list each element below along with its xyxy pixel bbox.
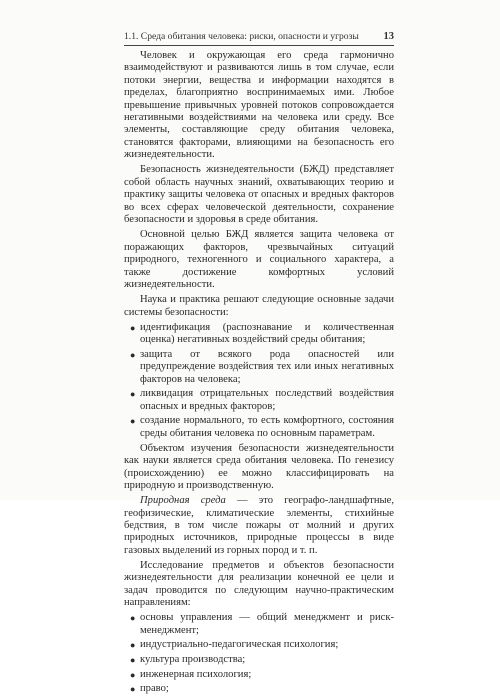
- bullet-icon: ●: [130, 669, 136, 680]
- bullet-icon: ●: [130, 416, 136, 427]
- list-item: [124, 683, 394, 695]
- page-number: 13: [383, 31, 394, 42]
- paragraph: Безопасность жизнедеятельности (БЖД) представляет собой область научных знаний, охватывающих теорию и практику защиты человека от опасных и вредных факторов во всех сферах человеческой деятельности, сохранение безопасности и здоровья в среде обитания.: [124, 164, 394, 226]
- paragraph: Основной целью БЖД является защита человека от поражающих факторов, чрезвычайных ситуаций природного, техногенного и социального характера, а также достижение комфортных условий жизнедеятельности.: [124, 229, 394, 290]
- list-item-text: право;: [140, 683, 169, 695]
- header-rule: [124, 45, 394, 46]
- bullet-icon: ●: [130, 349, 136, 360]
- paragraph: Исследование предметов и объектов безопасности жизнедеятельности для реализации конечной ее цели и задач проводится по следующим научно-практическим направлениям:: [124, 559, 394, 609]
- body-text: [124, 50, 394, 698]
- paragraph-rest: — это географо-ландшафтные, геофизические, климатические элементы, стихийные бедствия, в том числе пожары от молний и других природных источников, природные процессы в виде газовых выделений из горных пород и т. п.: [124, 495, 394, 556]
- paragraph: Объектом изучения безопасности жизнедеятельности как науки является среда обитания человека. По генезису (происхождению) ее можно классифицировать на природную и производственную.: [124, 442, 394, 491]
- list-item: [124, 349, 394, 386]
- list-item-text: идентификация (распознавание и количественная оценка) негативных воздействий среды обитания;: [140, 321, 394, 346]
- bullet-icon: ●: [130, 613, 136, 624]
- section-title: 1.1. Среда обитания человека: риски, опасности и угрозы: [124, 31, 359, 42]
- paragraph: [124, 495, 394, 557]
- running-head: [124, 28, 394, 46]
- list-item: [124, 388, 394, 413]
- list-item: [124, 322, 394, 347]
- list-item-text: инженерная психология;: [140, 668, 252, 680]
- directions-list: [124, 612, 394, 695]
- bullet-icon: ●: [130, 389, 136, 400]
- list-item-text: основы управления — общий менеджмент и риск-менеджмент;: [140, 612, 394, 636]
- list-item-text: защита от всякого рода опасностей или предупреждение воздействия тех или иных негативных факторов на человека;: [140, 348, 394, 385]
- list-item: [124, 669, 394, 681]
- tasks-list: [124, 322, 394, 440]
- bullet-icon: ●: [130, 322, 136, 333]
- list-item: [124, 415, 394, 440]
- bullet-icon: ●: [130, 684, 136, 695]
- list-item-text: ликвидация отрицательных последствий воздействия опасных и вредных факторов;: [140, 388, 394, 412]
- list-item-text: культура производства;: [140, 654, 246, 665]
- bullet-icon: ●: [130, 640, 136, 651]
- bullet-icon: ●: [130, 655, 136, 665]
- list-item: [124, 639, 394, 651]
- paragraph: Человек и окружающая его среда гармонично взаимодействуют и развиваются лишь в том случае, если потоки энергии, вещества и информации находятся в пределах, благоприятно воспринимаемых ими. Любое превышение привычных уровней потоков сопровождается негативными воздействиями на человека или среду. Все элементы, составляющие среду обитания человека, становятся факторами, влияющими на безопасность его жизнедеятельности.: [124, 50, 394, 161]
- list-item: [124, 654, 394, 666]
- list-item: [124, 612, 394, 637]
- term-natural-environment: Природная среда: [140, 495, 226, 507]
- paragraph: Наука и практика решают следующие основные задачи системы безопасности:: [124, 294, 394, 318]
- list-item-text: создание нормального, то есть комфортного, состояния среды обитания человека по основным параметрам.: [140, 415, 394, 439]
- list-item-text: индустриально-педагогическая психология;: [140, 639, 339, 651]
